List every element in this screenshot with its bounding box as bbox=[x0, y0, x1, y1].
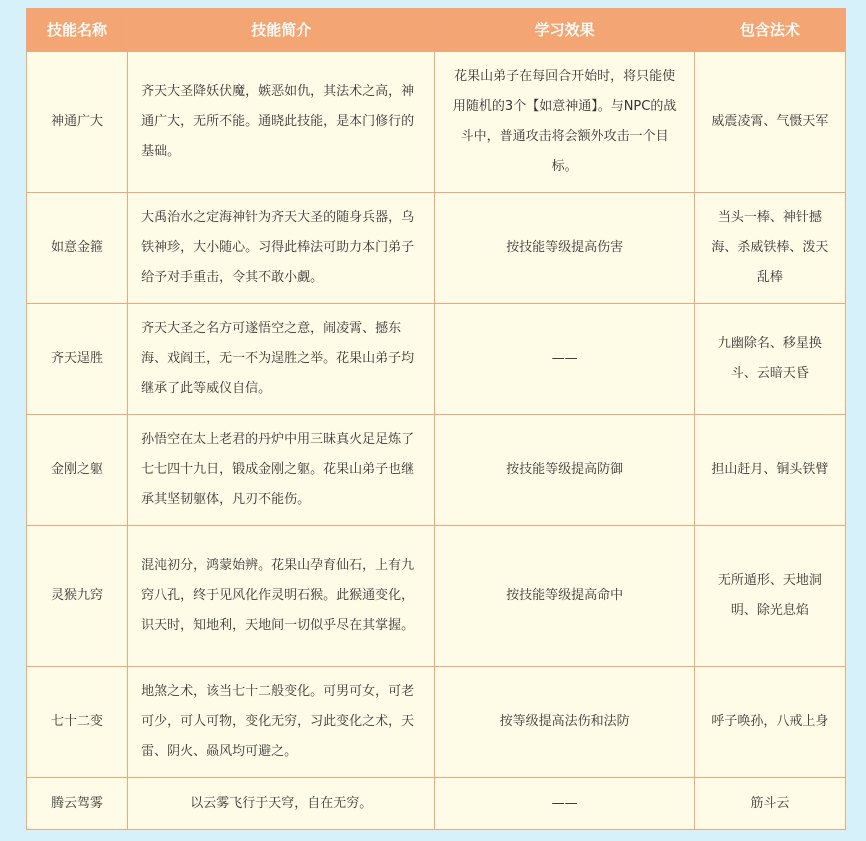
spells-cell: 当头一棒、神针撼海、杀威铁棒、泼天乱棒 bbox=[694, 193, 845, 304]
table-row bbox=[27, 52, 846, 193]
skill-intro-cell: 地煞之术，该当七十二般变化。可男可女，可老可少，可人可物，变化无穷，习此变化之术，天雷、阴火、赑风均可避之。 bbox=[128, 667, 435, 778]
skills-table bbox=[26, 8, 846, 830]
learn-effect-cell: 按技能等级提高伤害 bbox=[435, 193, 694, 304]
header-skill-name: 技能名称 bbox=[27, 9, 128, 52]
skill-intro-cell: 以云雾飞行于天穹，自在无穷。 bbox=[128, 778, 435, 830]
skill-name-cell: 神通广大 bbox=[27, 52, 128, 193]
skill-name-cell: 齐天逞胜 bbox=[27, 304, 128, 415]
table-row bbox=[27, 415, 846, 526]
spells-cell: 威震凌霄、气慑天军 bbox=[694, 52, 845, 193]
skill-intro-cell: 孙悟空在太上老君的丹炉中用三昧真火足足炼了七七四十九日，锻成金刚之躯。花果山弟子也继承其坚韧躯体，凡刃不能伤。 bbox=[128, 415, 435, 526]
table-row bbox=[27, 526, 846, 667]
table-header-row bbox=[27, 9, 846, 52]
learn-effect-cell: 按技能等级提高防御 bbox=[435, 415, 694, 526]
skills-table-container bbox=[26, 8, 846, 830]
table-row bbox=[27, 778, 846, 830]
learn-effect-cell: 按等级提高法伤和法防 bbox=[435, 667, 694, 778]
learn-effect-cell: 按技能等级提高命中 bbox=[435, 526, 694, 667]
spells-cell: 呼子唤孙，八戒上身 bbox=[694, 667, 845, 778]
table-row bbox=[27, 667, 846, 778]
header-skill-intro: 技能简介 bbox=[128, 9, 435, 52]
skill-intro-cell: 齐天大圣之名方可遂悟空之意，闹凌霄、撼东海、戏阎王，无一不为逞胜之举。花果山弟子均继承了此等威仪自信。 bbox=[128, 304, 435, 415]
table-row bbox=[27, 193, 846, 304]
table-row bbox=[27, 304, 846, 415]
skill-intro-cell: 齐天大圣降妖伏魔，嫉恶如仇，其法术之高，神通广大，无所不能。通晓此技能，是本门修行的基础。 bbox=[128, 52, 435, 193]
skill-intro-cell: 大禹治水之定海神针为齐天大圣的随身兵器，乌铁神珍，大小随心。习得此棒法可助力本门弟子给予对手重击，令其不敢小觑。 bbox=[128, 193, 435, 304]
skill-intro-cell: 混沌初分，鸿蒙始辨。花果山孕育仙石，上有九窍八孔，终于见风化作灵明石猴。此猴通变化，识天时，知地利，天地间一切似乎尽在其掌握。 bbox=[128, 526, 435, 667]
spells-cell: 九幽除名、移星换斗、云暗天昏 bbox=[694, 304, 845, 415]
skill-name-cell: 腾云驾雾 bbox=[27, 778, 128, 830]
spells-cell: 担山赶月、铜头铁臂 bbox=[694, 415, 845, 526]
skill-name-cell: 灵猴九窍 bbox=[27, 526, 128, 667]
skill-name-cell: 七十二变 bbox=[27, 667, 128, 778]
spells-cell: 无所遁形、天地洞明、除光息焰 bbox=[694, 526, 845, 667]
skill-name-cell: 如意金箍 bbox=[27, 193, 128, 304]
spells-cell: 筋斗云 bbox=[694, 778, 845, 830]
learn-effect-cell: 花果山弟子在每回合开始时，将只能使用随机的3个【如意神通】。与NPC的战斗中，普通攻击将会额外攻击一个目标。 bbox=[435, 52, 694, 193]
learn-effect-cell: —— bbox=[435, 778, 694, 830]
header-included-spells: 包含法术 bbox=[694, 9, 845, 52]
skill-name-cell: 金刚之躯 bbox=[27, 415, 128, 526]
header-learn-effect: 学习效果 bbox=[435, 9, 694, 52]
learn-effect-cell: —— bbox=[435, 304, 694, 415]
